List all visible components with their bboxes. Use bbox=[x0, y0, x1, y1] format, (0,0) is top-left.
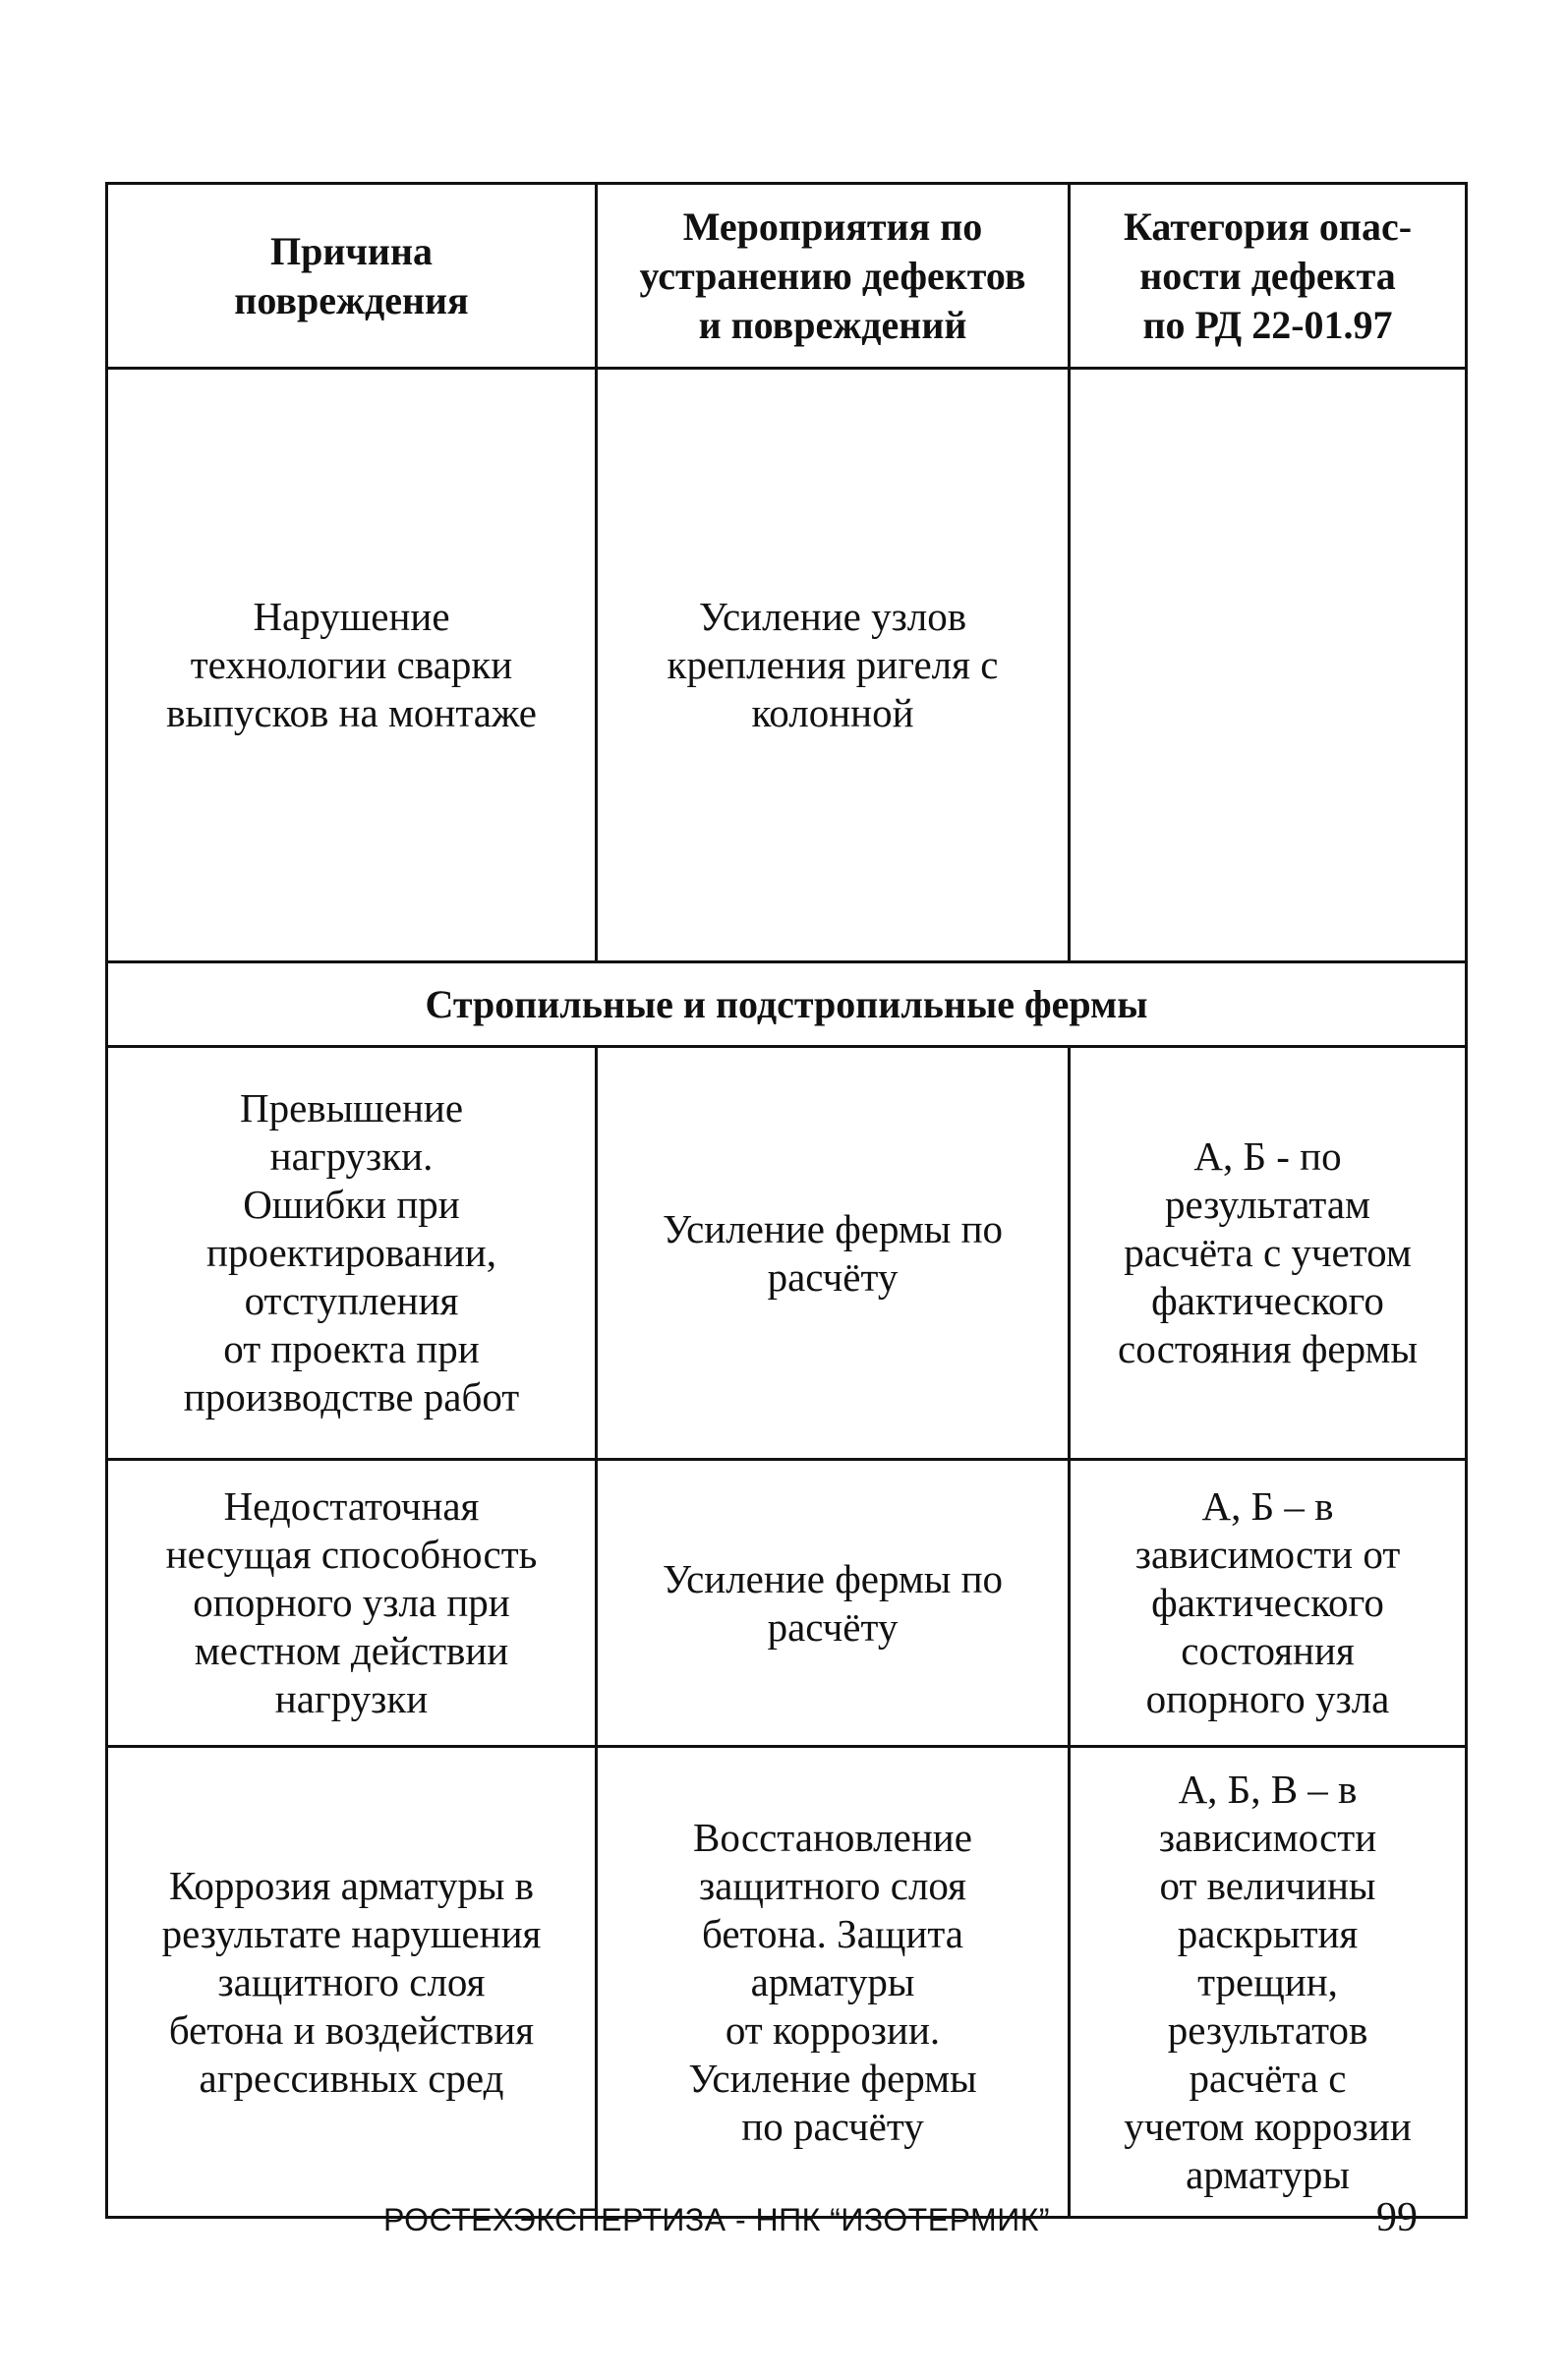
cell-measures: Усиление фермы по расчёту bbox=[597, 1460, 1070, 1747]
section-title: Стропильные и подстропильные фермы bbox=[107, 962, 1467, 1047]
cell-measures: Усиление фермы по расчёту bbox=[597, 1047, 1070, 1460]
table-row bbox=[107, 369, 1467, 962]
cell-measures: Усиление узлов крепления ригеля с колонной bbox=[597, 369, 1070, 962]
header-cause: Причина повреждения bbox=[107, 184, 597, 369]
cell-cause: Нарушение технологии сварки выпусков на монтаже bbox=[107, 369, 597, 962]
cell-category: А, Б - по результатам расчёта с учетом фактического состояния фермы bbox=[1070, 1047, 1467, 1460]
table-row bbox=[107, 1747, 1467, 2218]
section-row bbox=[107, 962, 1467, 1047]
table-row bbox=[107, 1460, 1467, 1747]
table-row bbox=[107, 1047, 1467, 1460]
defects-table bbox=[105, 182, 1468, 2219]
cell-cause: Коррозия арматуры в результате нарушения защитного слоя бетона и воздействия агрессивных сред bbox=[107, 1747, 597, 2218]
table-header-row bbox=[107, 184, 1467, 369]
page-number: 99 bbox=[1376, 2195, 1418, 2240]
cell-category bbox=[1070, 369, 1467, 962]
header-measures: Мероприятия по устранению дефектов и повреждений bbox=[597, 184, 1070, 369]
header-category: Категория опас- ности дефекта по РД 22-01.97 bbox=[1070, 184, 1467, 369]
cell-measures: Восстановление защитного слоя бетона. Защита арматуры от коррозии. Усиление фермы по расчёту bbox=[597, 1747, 1070, 2218]
cell-category: А, Б, В – в зависимости от величины раскрытия трещин, результатов расчёта с учетом коррозии арматуры bbox=[1070, 1747, 1467, 2218]
footer-publisher: РОСТЕХЭКСПЕРТИЗА - НПК “ИЗОТЕРМИК” bbox=[383, 2202, 1050, 2237]
cell-category: А, Б – в зависимости от фактического состояния опорного узла bbox=[1070, 1460, 1467, 1747]
cell-cause: Превышение нагрузки. Ошибки при проектировании, отступления от проекта при производстве работ bbox=[107, 1047, 597, 1460]
cell-cause: Недостаточная несущая способность опорного узла при местном действии нагрузки bbox=[107, 1460, 597, 1747]
